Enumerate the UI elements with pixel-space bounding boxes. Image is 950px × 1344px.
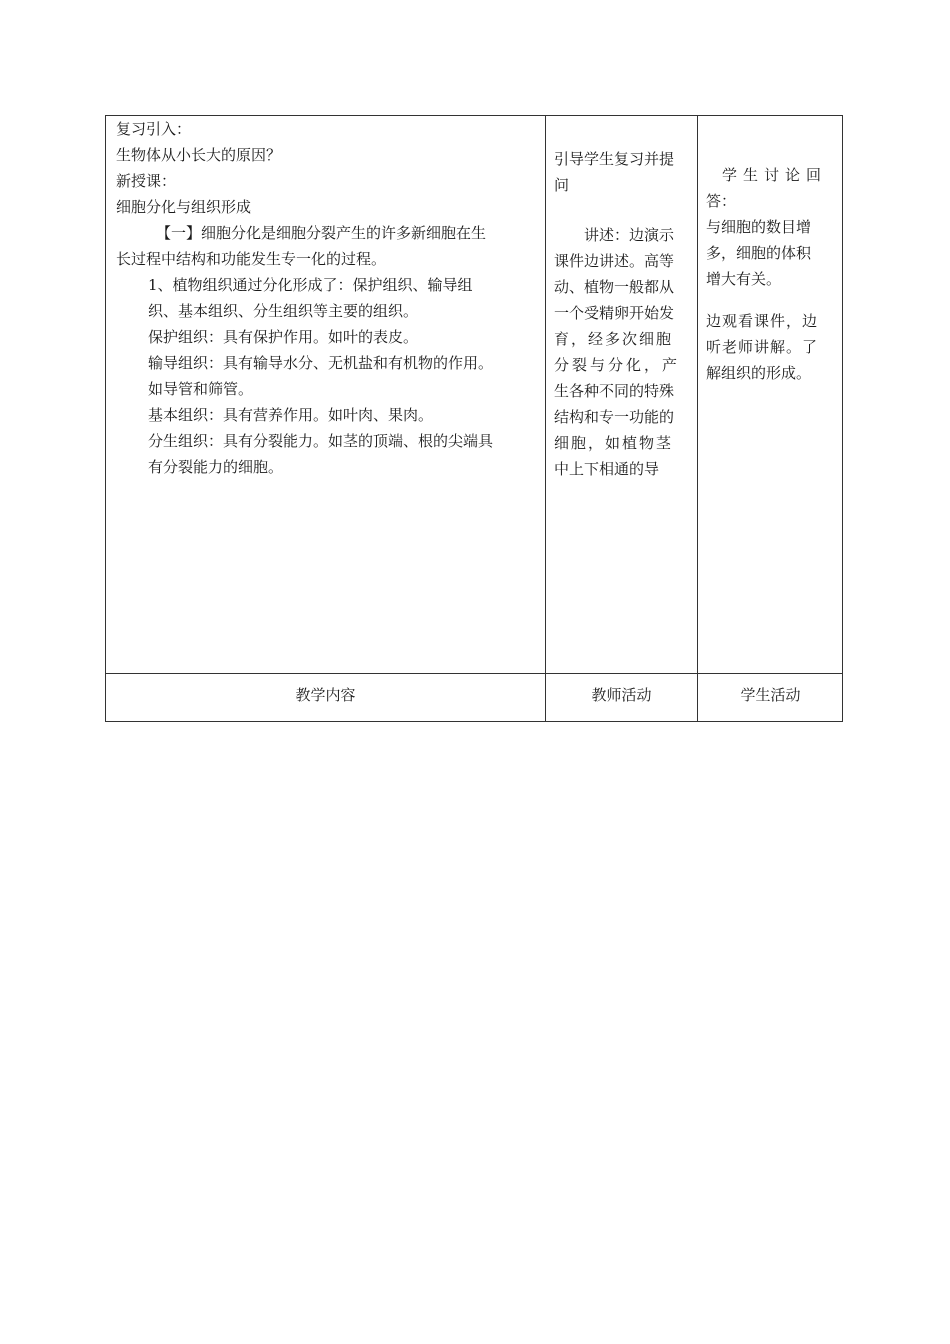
lecture-line: 课件边讲述。高等 bbox=[554, 252, 675, 270]
meristem-tissue-line: 有分裂能力的细胞。 bbox=[148, 458, 284, 476]
discussion-line: 学生讨论回 bbox=[722, 166, 828, 184]
conductive-tissue-line: 如导管和筛管。 bbox=[148, 380, 254, 398]
lecture-line: 生各种不同的特殊 bbox=[554, 382, 675, 400]
column-divider bbox=[545, 116, 546, 721]
meristem-tissue-line: 分生组织：具有分裂能力。如茎的顶端、根的尖端具 bbox=[148, 432, 494, 450]
lecture-line: 分裂与分化，产 bbox=[554, 356, 681, 374]
definition-line: 长过程中结构和功能发生专一化的过程。 bbox=[116, 250, 387, 268]
protective-tissue: 保护组织：具有保护作用。如叶的表皮。 bbox=[148, 328, 419, 346]
definition-line: 【一】细胞分化是细胞分裂产生的许多新细胞在生 bbox=[156, 224, 487, 242]
new-lesson-label: 新授课： bbox=[116, 172, 177, 190]
guide-line: 引导学生复习并提 bbox=[554, 150, 675, 168]
column-divider bbox=[697, 116, 698, 721]
plant-tissue-line: 1、植物组织通过分化形成了：保护组织、输导组 bbox=[148, 276, 473, 294]
header-teacher-activity: 教师活动 bbox=[591, 686, 652, 704]
lesson-table bbox=[105, 115, 843, 722]
conductive-tissue-line: 输导组织：具有输导水分、无机盐和有机物的作用。 bbox=[148, 354, 494, 372]
lecture-line: 育，经多次细胞 bbox=[554, 330, 674, 348]
lecture-line: 一个受精卵开始发 bbox=[554, 304, 675, 322]
lecture-line: 中上下相通的导 bbox=[554, 460, 660, 478]
topic-title: 细胞分化与组织形成 bbox=[116, 198, 252, 216]
discussion-line: 答： bbox=[706, 192, 737, 210]
row-divider bbox=[106, 673, 842, 674]
lecture-line: 细胞，如植物茎 bbox=[554, 434, 674, 452]
observe-line: 解组织的形成。 bbox=[706, 364, 812, 382]
observe-line: 边观看课件，边 bbox=[706, 312, 819, 330]
header-teaching-content: 教学内容 bbox=[295, 686, 356, 704]
header-student-activity: 学生活动 bbox=[740, 686, 801, 704]
discussion-line: 与细胞的数目增 bbox=[706, 218, 812, 236]
guide-line: 问 bbox=[554, 176, 570, 194]
student-activity-cell bbox=[706, 162, 836, 386]
discussion-line: 增大有关。 bbox=[706, 270, 782, 288]
discussion-line: 多，细胞的体积 bbox=[706, 244, 812, 262]
lecture-line: 讲述：边演示 bbox=[584, 226, 675, 244]
lecture-line: 动、植物一般都从 bbox=[554, 278, 675, 296]
lecture-line: 结构和专一功能的 bbox=[554, 408, 675, 426]
basic-tissue: 基本组织：具有营养作用。如叶肉、果肉。 bbox=[148, 406, 434, 424]
review-label: 复习引入： bbox=[116, 120, 192, 138]
teacher-activity-cell bbox=[554, 146, 694, 482]
review-question: 生物体从小长大的原因？ bbox=[116, 146, 282, 164]
plant-tissue-line: 织、基本组织、分生组织等主要的组织。 bbox=[148, 302, 419, 320]
observe-line: 听老师讲解。了 bbox=[706, 338, 819, 356]
teaching-content-cell bbox=[116, 116, 540, 480]
